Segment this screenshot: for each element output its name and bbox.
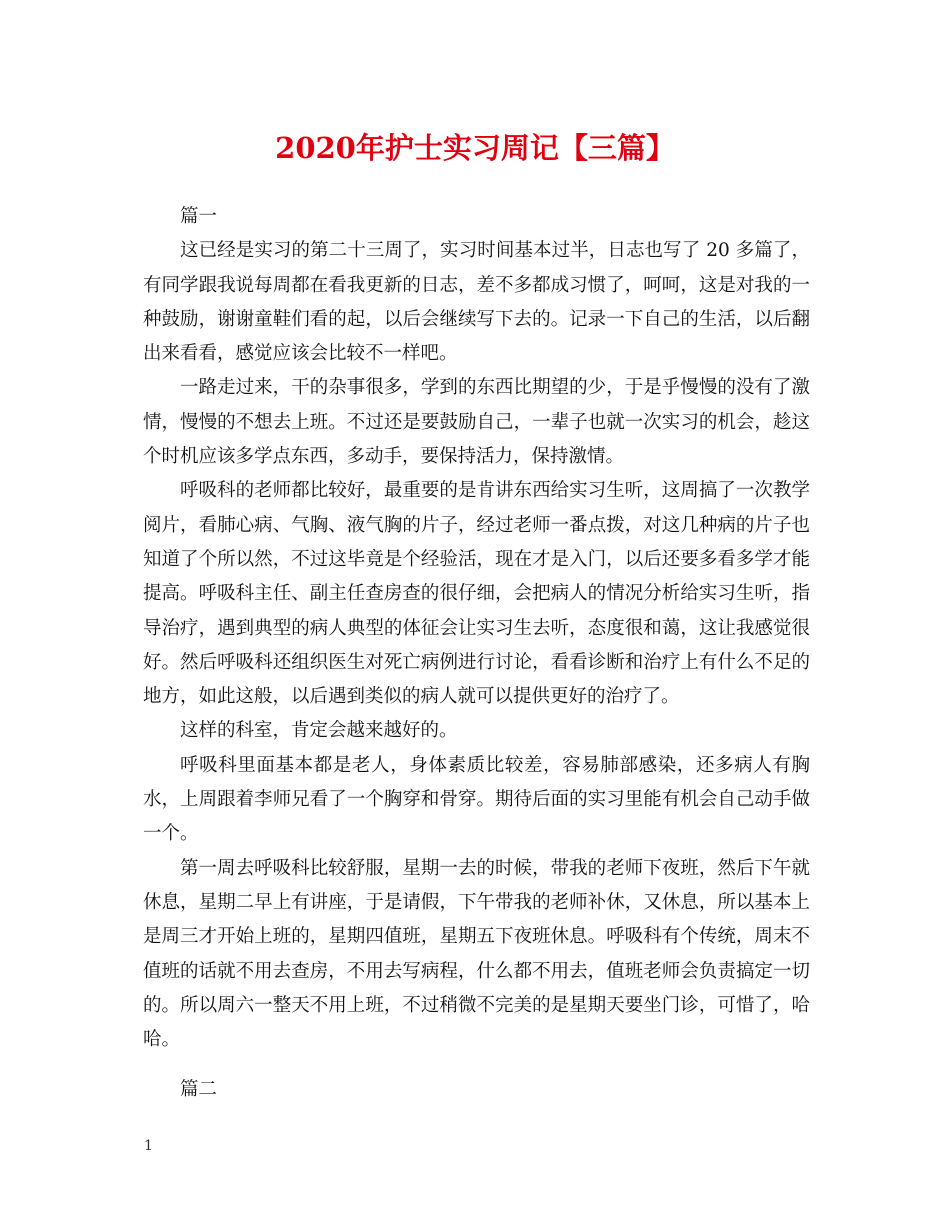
section-gap: [143, 1057, 810, 1073]
paragraph-4: 这样的科室，肯定会越来越好的。: [180, 720, 458, 742]
paragraph-2: 一路走过来，干的杂事很多，学到的东西比期望的少，于是乎慢慢的没有了激情，慢慢的不想去上班。不过还是要鼓励自己，一辈子也就一次实习的机会，趁这个时机应该多学点东西，多动手，要保持活力，保持激情。: [143, 377, 810, 468]
page-number: 1: [144, 1138, 153, 1154]
paragraph-6: 第一周去呼吸科比较舒服，星期一去的时候，带我的老师下夜班，然后下午就休息，星期二早上有讲座，于是请假，下午带我的老师补休，又休息，所以基本上是周三才开始上班的，星期四值班，星期五下夜班休息。呼吸科有个传统，周末不值班的话就不用去查房，不用去写病程，什么都不用去，值班老师会负责搞定一切的。所以周六一整天不用上班，不过稍微不完美的是星期天要坐门诊，可惜了，哈哈。: [143, 857, 810, 1051]
paragraph-1: 这已经是实习的第二十三周了，实习时间基本过半，日志也写了 20 多篇了，有同学跟我说每周都在看我更新的日志，差不多都成习惯了，呵呵，这是对我的一种鼓励，谢谢童鞋们看的起，以后会继续写下去的。记录一下自己的生活，以后翻出来看看，感觉应该会比较不一样吧。: [143, 240, 810, 365]
document-body: [143, 200, 810, 1108]
section-heading-1: 篇一: [180, 206, 218, 227]
paragraph-3: 呼吸科的老师都比较好，最重要的是肯讲东西给实习生听，这周搞了一次教学阅片，看肺心病、气胸、液气胸的片子，经过老师一番点拨，对这几种病的片子也知道了个所以然，不过这毕竟是个经验活，现在才是入门，以后还要多看多学才能提高。呼吸科主任、副主任查房查的很仔细，会把病人的情况分析给实习生听，指导治疗，遇到典型的病人典型的体征会让实习生去听，态度很和蔼，这让我感觉很好。然后呼吸科还组织医生对死亡病例进行讨论，看看诊断和治疗上有什么不足的地方，如此这般，以后遇到类似的病人就可以提供更好的治疗了。: [143, 480, 810, 708]
paragraph-5: 呼吸科里面基本都是老人，身体素质比较差，容易肺部感染，还多病人有胸水，上周跟着李师兄看了一个胸穿和骨穿。期待后面的实习里能有机会自己动手做一个。: [143, 754, 810, 845]
section-heading-2: 篇二: [180, 1079, 218, 1101]
page-title: 2020年护士实习周记【三篇】: [275, 131, 675, 165]
